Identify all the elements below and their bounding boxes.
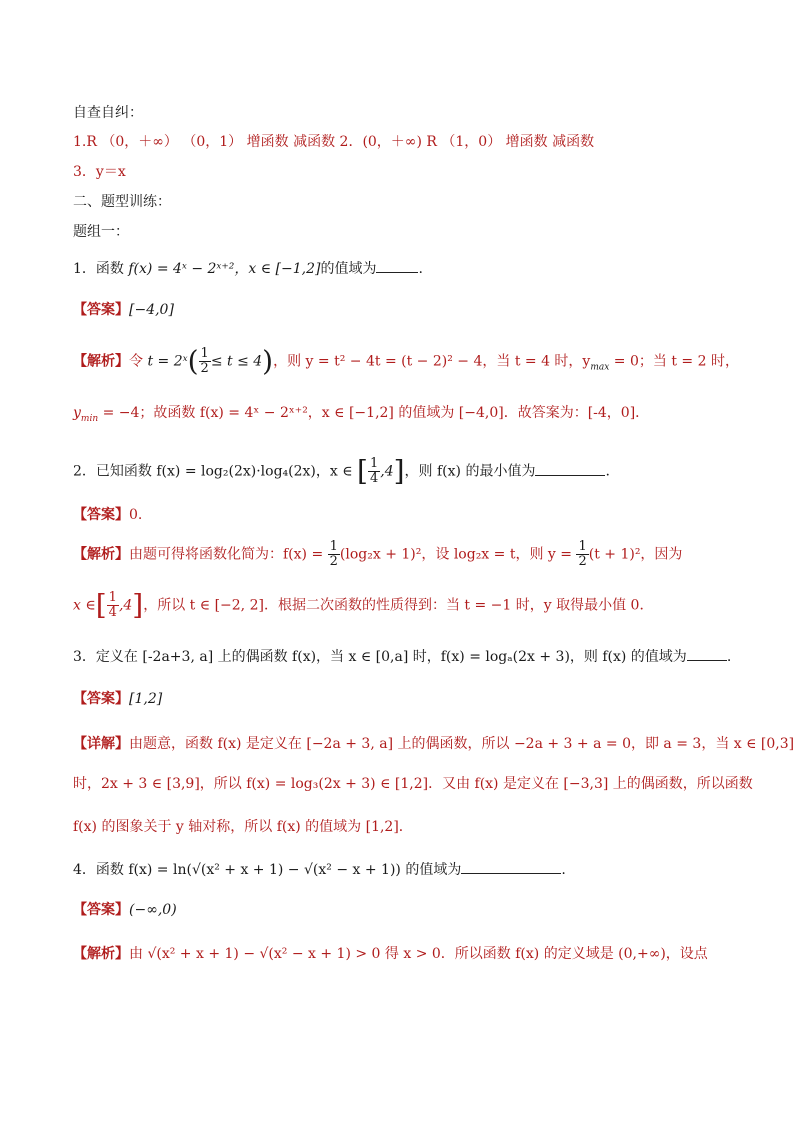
- q2-text-b: ，则 f(x) 的最小值为: [404, 463, 536, 480]
- fraction-half-2: [576, 540, 588, 569]
- q3-text: 3．定义在 [-2a+3, a] 上的偶函数 f(x)，当 x ∈ [0,a] 时，f(x) = logₐ(2x + 3)，则 f(x) 的值域为: [73, 649, 687, 665]
- frac-num: 1: [369, 456, 379, 471]
- self-check-line-2: 3．y＝x: [73, 164, 126, 180]
- interval-upper: ,4: [118, 597, 133, 614]
- frac-num: 1: [108, 590, 117, 605]
- answer-blank: [687, 646, 727, 661]
- frac-den: 4: [369, 471, 379, 486]
- analysis-label: 【解析】: [73, 353, 129, 370]
- q2-sol-b: (log₂x + 1)²，设 log₂x = t，则 y =: [339, 546, 577, 563]
- paren-open: (: [187, 344, 199, 378]
- analysis-label: 【解析】: [73, 546, 129, 563]
- q1-number: 1．: [73, 261, 96, 277]
- frac-num: 1: [578, 539, 587, 554]
- q2-end: .: [605, 463, 610, 480]
- q3-end: .: [726, 649, 732, 665]
- q4-answer-value: (−∞,0): [129, 902, 177, 918]
- self-check-title: 自查自纠：: [73, 105, 143, 121]
- group-title: 题组一：: [73, 224, 129, 240]
- q1-expression: f(x) = 4ˣ − 2ˣ⁺²，x ∈ [−1,2]: [128, 261, 321, 277]
- question-1: [73, 258, 734, 280]
- q1-answer: [73, 299, 734, 321]
- q2-sol-c: (t + 1)²，因为: [588, 546, 683, 563]
- q1-tail: 的值域为: [320, 261, 377, 277]
- bracket-close: ]: [132, 588, 144, 622]
- q3-detail-line-3: f(x) 的图象关于 y 轴对称，所以 f(x) 的值域为 [1,2]．: [73, 819, 413, 835]
- analysis-label: 【解析】: [73, 946, 129, 962]
- answer-label: 【答案】: [73, 902, 129, 918]
- q1-sol-expr: t = 2ˣ: [147, 353, 188, 370]
- frac-den: 2: [578, 554, 587, 569]
- q2-analysis-line-1: [73, 540, 734, 569]
- q2-analysis-line-2: [73, 588, 734, 622]
- fraction-quarter: [368, 457, 380, 486]
- q1-answer-value: [−4,0]: [129, 302, 174, 318]
- q1-sub-min: min: [80, 413, 99, 424]
- frac-den: 2: [329, 554, 338, 569]
- q1-sol-text-3: = 0；当 t = 2 时，: [609, 353, 739, 370]
- q3-detail-line-1: [73, 733, 794, 755]
- q3-answer: [73, 688, 734, 710]
- answer-label: 【答案】: [73, 691, 129, 707]
- detail-label: 【详解】: [73, 736, 129, 752]
- answer-blank: [535, 461, 605, 476]
- q2-number: 2．: [73, 463, 96, 480]
- frac-den: 4: [108, 605, 117, 620]
- q4-text: 4．函数 f(x) = ln(√(x² + x + 1) − √(x² − x + 1)) 的值域为: [73, 862, 462, 878]
- q1-end: .: [418, 261, 423, 277]
- q2-text-a: 已知函数 f(x) = log₂(2x)·log₄(2x)，x ∈: [95, 463, 353, 480]
- frac-num: 1: [200, 346, 209, 361]
- q4-analysis-line-1: [73, 943, 734, 965]
- fraction-quarter: [107, 591, 119, 620]
- question-3: [73, 646, 734, 668]
- fraction-half: [328, 540, 340, 569]
- question-4: [73, 859, 734, 881]
- answer-label: 【答案】: [73, 507, 129, 523]
- q1-sol-text: 令: [129, 353, 143, 370]
- q1-inequality: ≤ t ≤ 4: [210, 353, 263, 370]
- bracket-open: [: [95, 588, 107, 622]
- q3-detail-line-2: 时，2x + 3 ∈ [3,9]，所以 f(x) = log₃(2x + 3) ∈ [1,2]．又由 f(x) 是定义在 [−3,3] 上的偶函数，所以函数: [73, 776, 753, 792]
- q1-lead: 函数: [95, 261, 124, 277]
- q2-sol2-b: ，所以 t ∈ [−2, 2]．根据二次函数的性质得到：当 t = −1 时，y 取得最小值 0．: [143, 597, 654, 614]
- answer-blank: [461, 859, 561, 874]
- q1-y: y: [73, 405, 81, 421]
- q1-analysis-line-2: [73, 402, 734, 430]
- q4-sol: 由 √(x² + x + 1) − √(x² − x + 1) > 0 得 x > 0．所以函数 f(x) 的定义域是 (0,+∞)，设点: [129, 946, 708, 962]
- q3-answer-value: [1,2]: [129, 691, 163, 707]
- q2-sol-a: 由题可得将函数化简为：f(x) =: [129, 546, 328, 563]
- q1-sol-text-4: = −4；故函数 f(x) = 4ˣ − 2ˣ⁺²，x ∈ [−1,2] 的值域为 [−4,0]．故答案为：[-4，0]．: [98, 405, 650, 421]
- bracket-close: ]: [393, 454, 405, 488]
- bracket-open: [: [357, 454, 368, 488]
- frac-num: 1: [329, 539, 338, 554]
- q2-answer: [73, 504, 734, 526]
- q1-sub-max: max: [590, 362, 610, 373]
- q2-sol2-a: x ∈: [73, 597, 96, 614]
- self-check-line-1: 1.R （0，＋∞） （0，1） 增函数 减函数 2．(0，＋∞) R （1，0） 增函数 减函数: [73, 134, 595, 150]
- paren-close: ): [262, 344, 274, 378]
- section-title: 二、题型训练：: [73, 194, 171, 210]
- fraction-half: [199, 347, 211, 376]
- q2-answer-value: 0.: [129, 507, 143, 523]
- q1-analysis-line-1: [73, 344, 739, 378]
- q1-sol-text-2: ，则 y = t² − 4t = (t − 2)² − 4，当 t = 4 时，y: [273, 353, 591, 370]
- interval-upper: ,4: [380, 463, 394, 480]
- q4-end: .: [561, 862, 566, 878]
- frac-den: 2: [200, 361, 209, 376]
- q4-answer: [73, 899, 734, 921]
- answer-label: 【答案】: [73, 302, 129, 318]
- question-2: [73, 454, 734, 488]
- q3-sol1: 由题意，函数 f(x) 是定义在 [−2a + 3, a] 上的偶函数，所以 −2a + 3 + a = 0，即 a = 3，当 x ∈ [0,3]: [129, 736, 794, 752]
- answer-blank: [376, 258, 418, 273]
